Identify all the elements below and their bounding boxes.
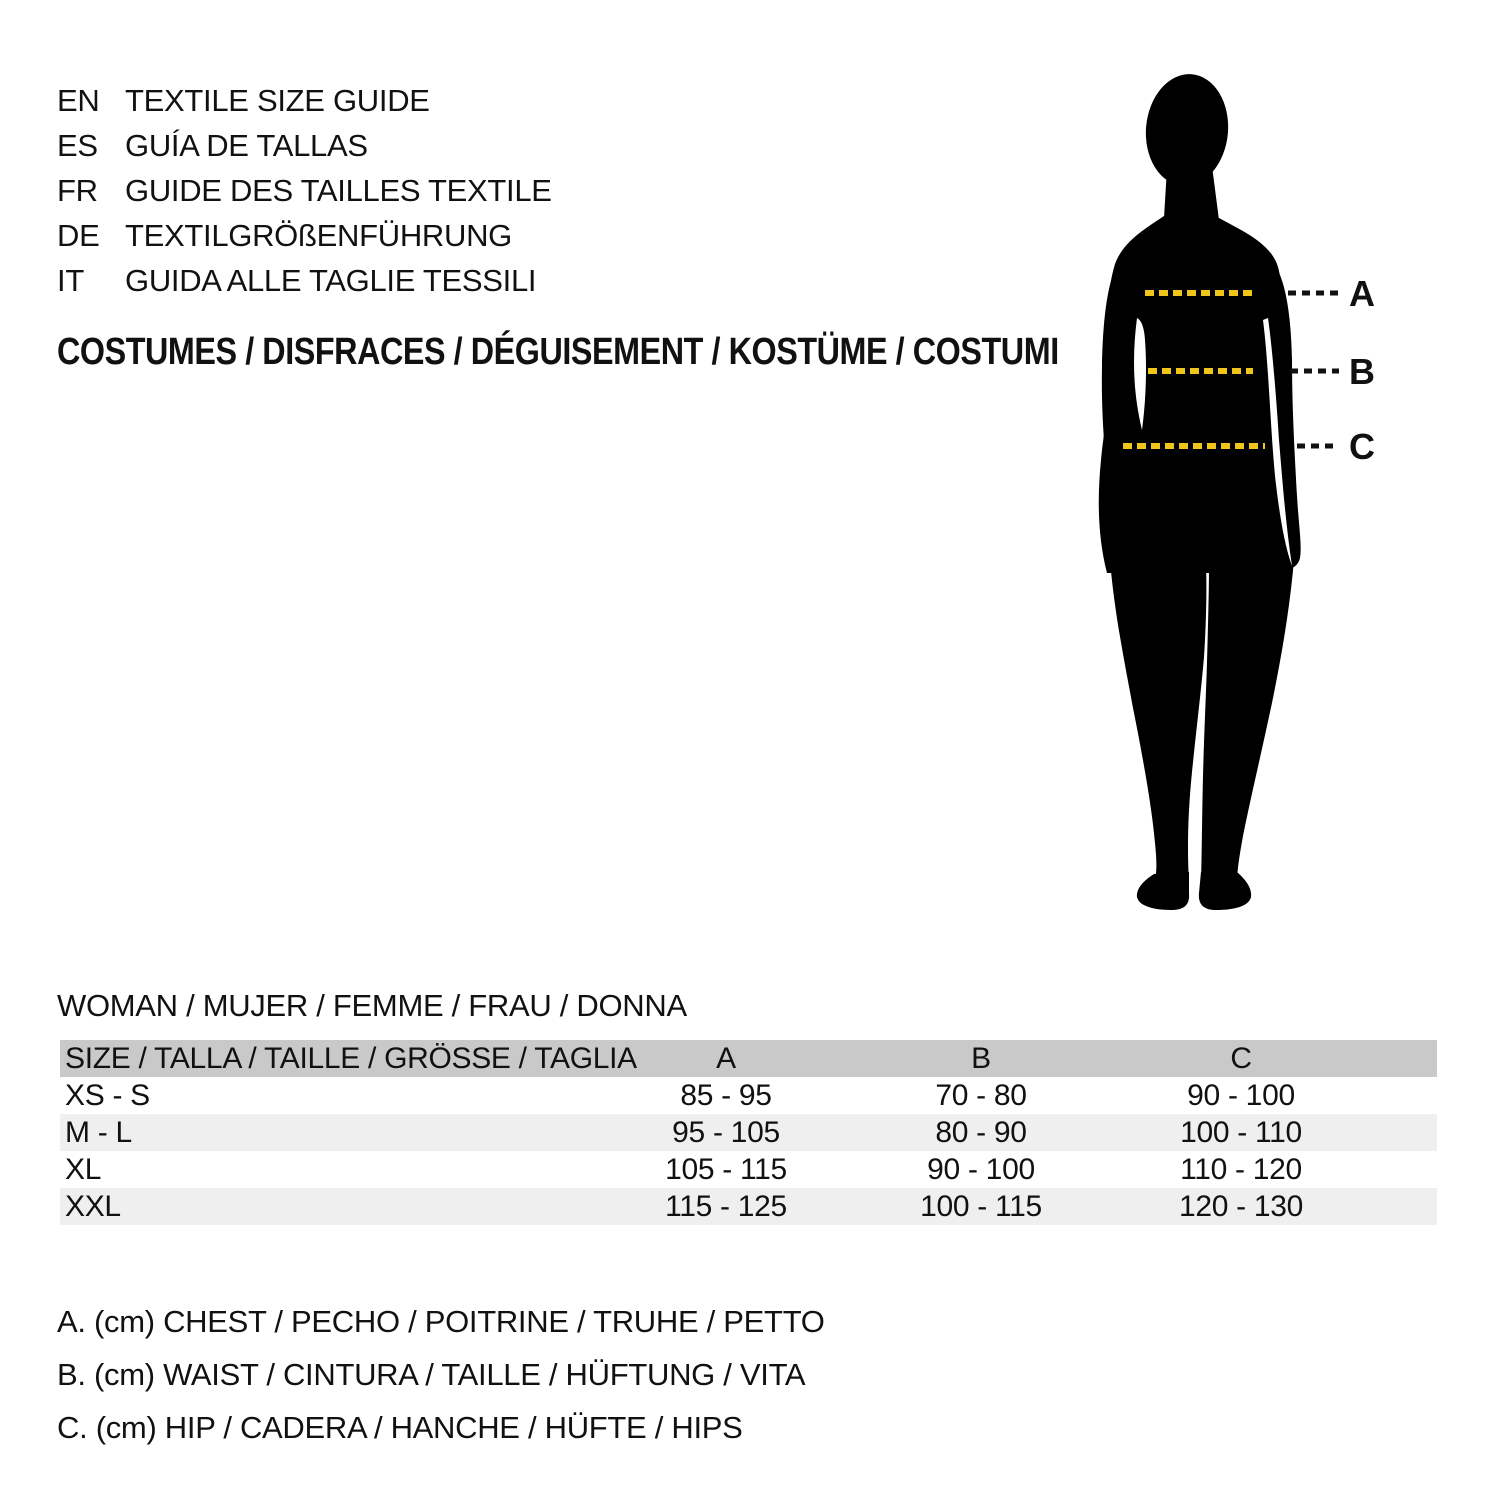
woman-silhouette-figure	[1085, 68, 1385, 918]
language-label: TEXTILE SIZE GUIDE	[125, 83, 430, 118]
legend-line-hip: C. (cm) HIP / CADERA / HANCHE / HÜFTE / HIPS	[57, 1410, 743, 1445]
chest-cell: 115 - 125	[665, 1190, 787, 1223]
table-header-c: C	[1230, 1042, 1252, 1075]
figure-label-c: C	[1349, 426, 1375, 467]
table-row	[60, 1077, 1437, 1114]
chest-cell: 85 - 95	[680, 1079, 772, 1112]
hip-cell: 100 - 110	[1180, 1116, 1302, 1149]
woman-silhouette	[1099, 71, 1301, 910]
section-title: WOMAN / MUJER / FEMME / FRAU / DONNA	[57, 988, 687, 1023]
language-label: GUIDE DES TAILLES TEXTILE	[125, 173, 552, 208]
language-row-de	[57, 213, 552, 258]
hip-cell: 120 - 130	[1178, 1190, 1304, 1223]
measurement-lines-black	[1288, 293, 1340, 446]
size-cell: XXL	[65, 1190, 121, 1223]
language-code: DE	[57, 218, 100, 253]
language-row-es	[57, 123, 552, 168]
size-cell: XS - S	[65, 1079, 150, 1112]
table-header-size: SIZE / TALLA / TAILLE / GRÖSSE / TAGLIA	[65, 1042, 637, 1075]
language-code: EN	[57, 83, 100, 118]
figure-label-a: A	[1349, 273, 1375, 314]
table-row	[60, 1114, 1437, 1151]
chest-cell: 105 - 115	[665, 1153, 787, 1186]
figure-label-b: B	[1349, 351, 1375, 392]
waist-cell: 90 - 100	[927, 1153, 1035, 1186]
waist-cell: 70 - 80	[935, 1079, 1027, 1112]
size-cell: M - L	[65, 1116, 132, 1149]
chest-cell: 95 - 105	[672, 1116, 780, 1149]
waist-cell: 100 - 115	[920, 1190, 1042, 1223]
language-code: FR	[57, 173, 98, 208]
size-cell: XL	[65, 1153, 102, 1186]
woman-silhouette-svg	[1085, 68, 1385, 918]
legend-line-chest: A. (cm) CHEST / PECHO / POITRINE / TRUHE / PETTO	[57, 1304, 825, 1339]
measurement-legend	[57, 1295, 825, 1454]
legend-line-waist: B. (cm) WAIST / CINTURA / TAILLE / HÜFTUNG / VITA	[57, 1357, 806, 1392]
category-title: COSTUMES / DISFRACES / DÉGUISEMENT / KOSTÜME / COSTUMI	[57, 331, 1059, 373]
table-row	[60, 1188, 1437, 1225]
language-code: ES	[57, 128, 98, 163]
table-header-a: A	[716, 1042, 736, 1075]
language-label: GUÍA DE TALLAS	[125, 128, 368, 163]
hip-cell: 110 - 120	[1180, 1153, 1302, 1186]
language-row-it	[57, 258, 552, 303]
table-row	[60, 1151, 1437, 1188]
language-label: TEXTILGRÖßENFÜHRUNG	[125, 218, 512, 253]
language-list	[57, 78, 552, 303]
size-table	[60, 1040, 1437, 1225]
table-header-row	[60, 1040, 1437, 1077]
language-row-en	[57, 78, 552, 123]
hip-cell: 90 - 100	[1187, 1079, 1295, 1112]
language-row-fr	[57, 168, 552, 213]
table-header-b: B	[971, 1042, 991, 1075]
waist-cell: 80 - 90	[935, 1116, 1027, 1149]
language-label: GUIDA ALLE TAGLIE TESSILI	[125, 263, 537, 298]
language-code: IT	[57, 263, 84, 298]
